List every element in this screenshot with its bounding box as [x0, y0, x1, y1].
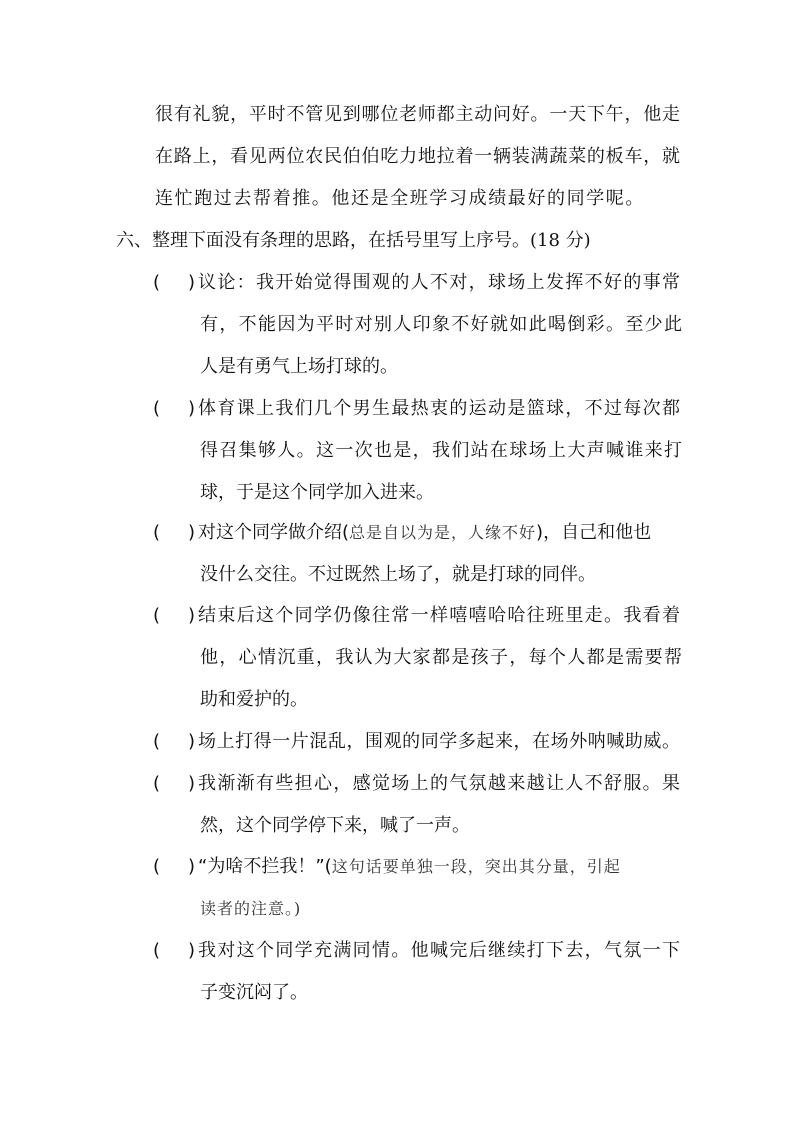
item-line: 我渐渐有些担心，感觉场上的气氛越来越让人不舒服。果	[198, 773, 680, 794]
open-paren: (	[153, 522, 161, 543]
open-paren: (	[153, 398, 161, 419]
close-paren: )	[188, 856, 196, 877]
item-line	[198, 846, 621, 888]
answer-blank[interactable]	[153, 763, 195, 805]
intro-line: 很有礼貌，平时不管见到哪位老师都主动问好。一天下午，他走	[155, 104, 680, 125]
answer-blank[interactable]	[153, 388, 195, 430]
item-note: 这句话要单独一段，突出其分量，引起	[331, 857, 621, 876]
answer-blank[interactable]	[153, 846, 195, 888]
item-text: 对这个同学做介绍(	[198, 522, 350, 543]
item-note: 总是自以为是，人缘不好	[349, 523, 537, 542]
item-line: 助和爱护的。	[200, 689, 308, 710]
answer-blank[interactable]	[153, 512, 195, 554]
item-line: 他，心情沉重，我认为大家都是孩子，每个人都是需要帮	[200, 647, 682, 668]
question-score: (18 分)	[530, 230, 591, 251]
item-line: 球，于是这个同学加入进来。	[200, 482, 434, 503]
item-line: 我对这个同学充满同情。他喊完后继续打下去，气氛一下	[198, 940, 680, 961]
intro-line: 在路上，看见两位农民伯伯吃力地拉着一辆装满蔬菜的板车，就	[155, 146, 680, 167]
answer-blank[interactable]	[153, 262, 195, 304]
question-text: 整理下面没有条理的思路，在括号里写上序号。	[152, 230, 530, 251]
item-line: 体育课上我们几个男生最热衷的运动是篮球，不过每次都	[198, 398, 680, 419]
close-paren: )	[188, 773, 196, 794]
answer-blank[interactable]	[153, 930, 195, 972]
item-line: 人是有勇气上场打球的。	[200, 356, 398, 377]
item-line: 场上打得一片混乱，围观的同学多起来，在场外呐喊助威。	[198, 731, 680, 752]
item-line: 然，这个同学停下来，喊了一声。	[200, 815, 470, 836]
open-paren: (	[153, 272, 161, 293]
item-line: 议论：我开始觉得围观的人不对，球场上发挥不好的事常	[198, 272, 680, 293]
item-note: 读者的注意。)	[200, 899, 302, 918]
close-paren: )	[188, 522, 196, 543]
answer-blank[interactable]	[153, 721, 195, 763]
item-line: 有，不能因为平时对别人印象不好就如此喝倒彩。至少此	[200, 314, 682, 335]
item-text: )，自己和他也	[536, 522, 652, 543]
intro-line: 连忙跑过去帮着推。他还是全班学习成绩最好的同学呢。	[155, 188, 645, 209]
open-paren: (	[153, 856, 161, 877]
item-text: “为啥不拦我！”(	[198, 856, 332, 877]
open-paren: (	[153, 940, 161, 961]
answer-blank[interactable]	[153, 595, 195, 637]
question-number: 六、	[116, 230, 152, 251]
item-line: 结束后这个同学仍像往常一样嘻嘻哈哈往班里走。我看着	[198, 605, 680, 626]
close-paren: )	[188, 940, 196, 961]
close-paren: )	[188, 605, 196, 626]
open-paren: (	[153, 605, 161, 626]
item-line	[198, 512, 651, 554]
item-line: 子变沉闷了。	[200, 982, 308, 1003]
close-paren: )	[188, 272, 196, 293]
item-line: 没什么交往。不过既然上场了，就是打球的同伴。	[200, 564, 596, 585]
close-paren: )	[188, 731, 196, 752]
question-heading	[116, 220, 591, 262]
open-paren: (	[153, 731, 161, 752]
open-paren: (	[153, 773, 161, 794]
item-line: 得召集够人。这一次也是，我们站在球场上大声喊谁来打	[200, 440, 682, 461]
close-paren: )	[188, 398, 196, 419]
